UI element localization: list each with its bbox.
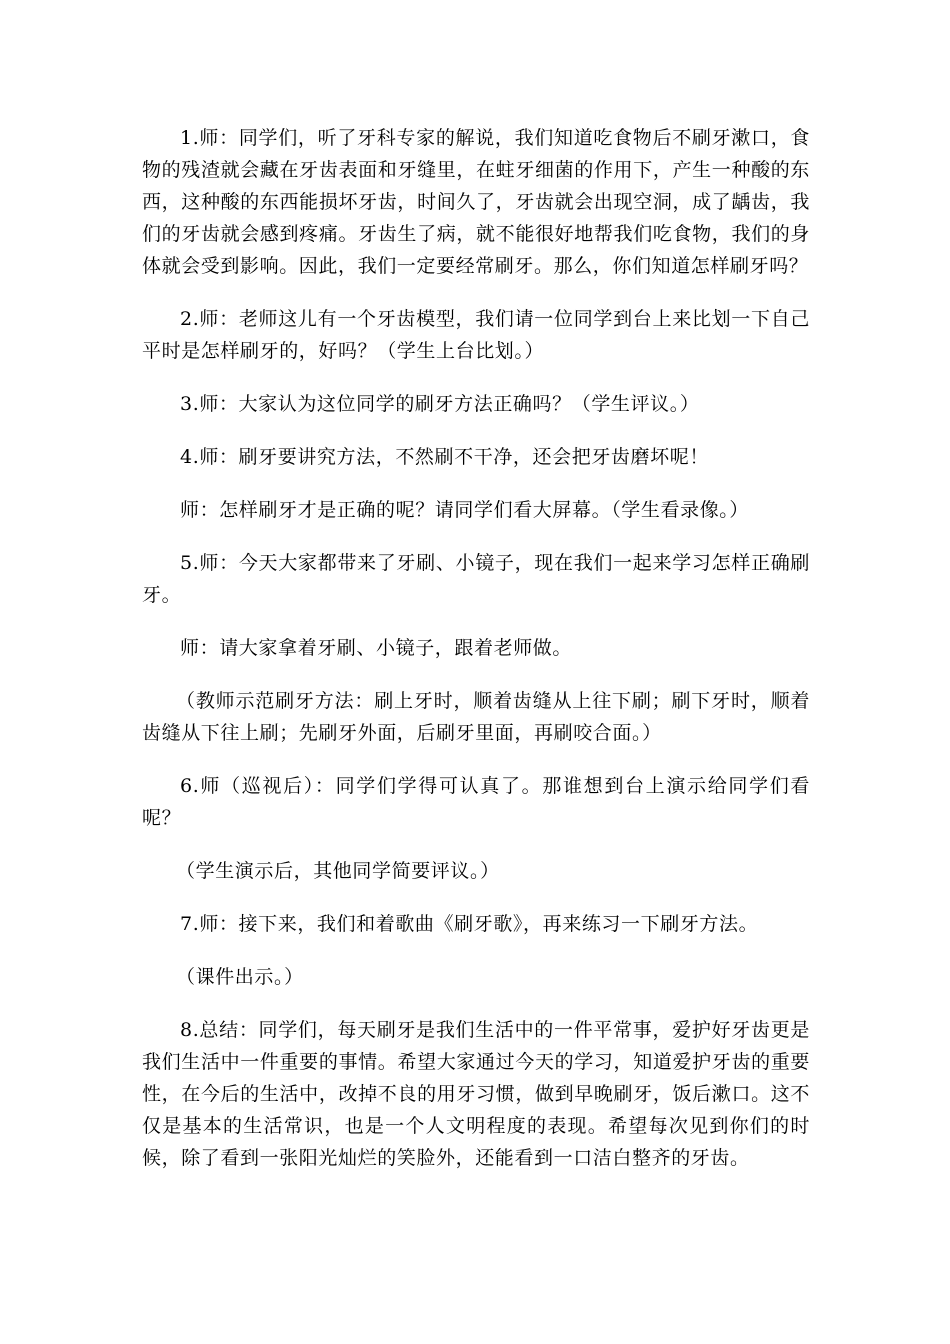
paragraph-step-4: 4.师：刷牙要讲究方法，不然刷不干净，还会把牙齿磨坏呢！ [180, 446, 709, 468]
paragraph-courseware-note: （课件出示。） [176, 966, 304, 988]
paragraph-step-3: 3.师：大家认为这位同学的刷牙方法正确吗？（学生评议。） [180, 393, 700, 415]
paragraph-step-5-followup: 师：请大家拿着牙刷、小镜子，跟着老师做。 [180, 637, 573, 659]
paragraph-teacher-demo-note: （教师示范刷牙方法：刷上牙时，顺着齿缝从上往下刷；刷下牙时，顺着齿缝从下往上刷；先刷牙外面，后刷牙里面，再刷咬合面。） [142, 690, 810, 744]
paragraph-step-7: 7.师：接下来，我们和着歌曲《刷牙歌》，再来练习一下刷牙方法。 [180, 913, 759, 935]
paragraph-step-6: 6.师（巡视后）：同学们学得可认真了。那谁想到台上演示给同学们看呢？ [142, 775, 810, 829]
paragraph-step-5: 5.师：今天大家都带来了牙刷、小镜子，现在我们一起来学习怎样正确刷牙。 [142, 552, 810, 606]
paragraph-step-8-summary: 8.总结：同学们，每天刷牙是我们生活中的一件平常事，爱护好牙齿更是我们生活中一件重要的事情。希望大家通过今天的学习，知道爱护牙齿的重要性，在今后的生活中，改掉不良的用牙习惯，做到早晚刷牙，饭后漱口。这不仅是基本的生活常识，也是一个人文明程度的表现。希望每次见到你们的时候，除了看到一张阳光灿烂的笑脸外，还能看到一口洁白整齐的牙齿。 [142, 1019, 810, 1169]
paragraph-student-demo-note: （学生演示后，其他同学简要评议。） [176, 860, 500, 882]
paragraph-step-4-followup: 师：怎样刷牙才是正确的呢？请同学们看大屏幕。（学生看录像。） [180, 499, 750, 521]
document-body [142, 122, 810, 1195]
paragraph-step-2: 2.师：老师这儿有一个牙齿模型，我们请一位同学到台上来比划一下自己平时是怎样刷牙的，好吗？（学生上台比划。） [142, 308, 810, 362]
paragraph-step-1: 1.师：同学们，听了牙科专家的解说，我们知道吃食物后不刷牙漱口，食物的残渣就会藏在牙齿表面和牙缝里，在蛀牙细菌的作用下，产生一种酸的东西，这种酸的东西能损坏牙齿，时间久了，牙齿就会出现空洞，成了龋齿，我们的牙齿就会感到疼痛。牙齿生了病，就不能很好地帮我们吃食物，我们的身体就会受到影响。因此，我们一定要经常刷牙。那么，你们知道怎样刷牙吗？ [142, 127, 810, 277]
